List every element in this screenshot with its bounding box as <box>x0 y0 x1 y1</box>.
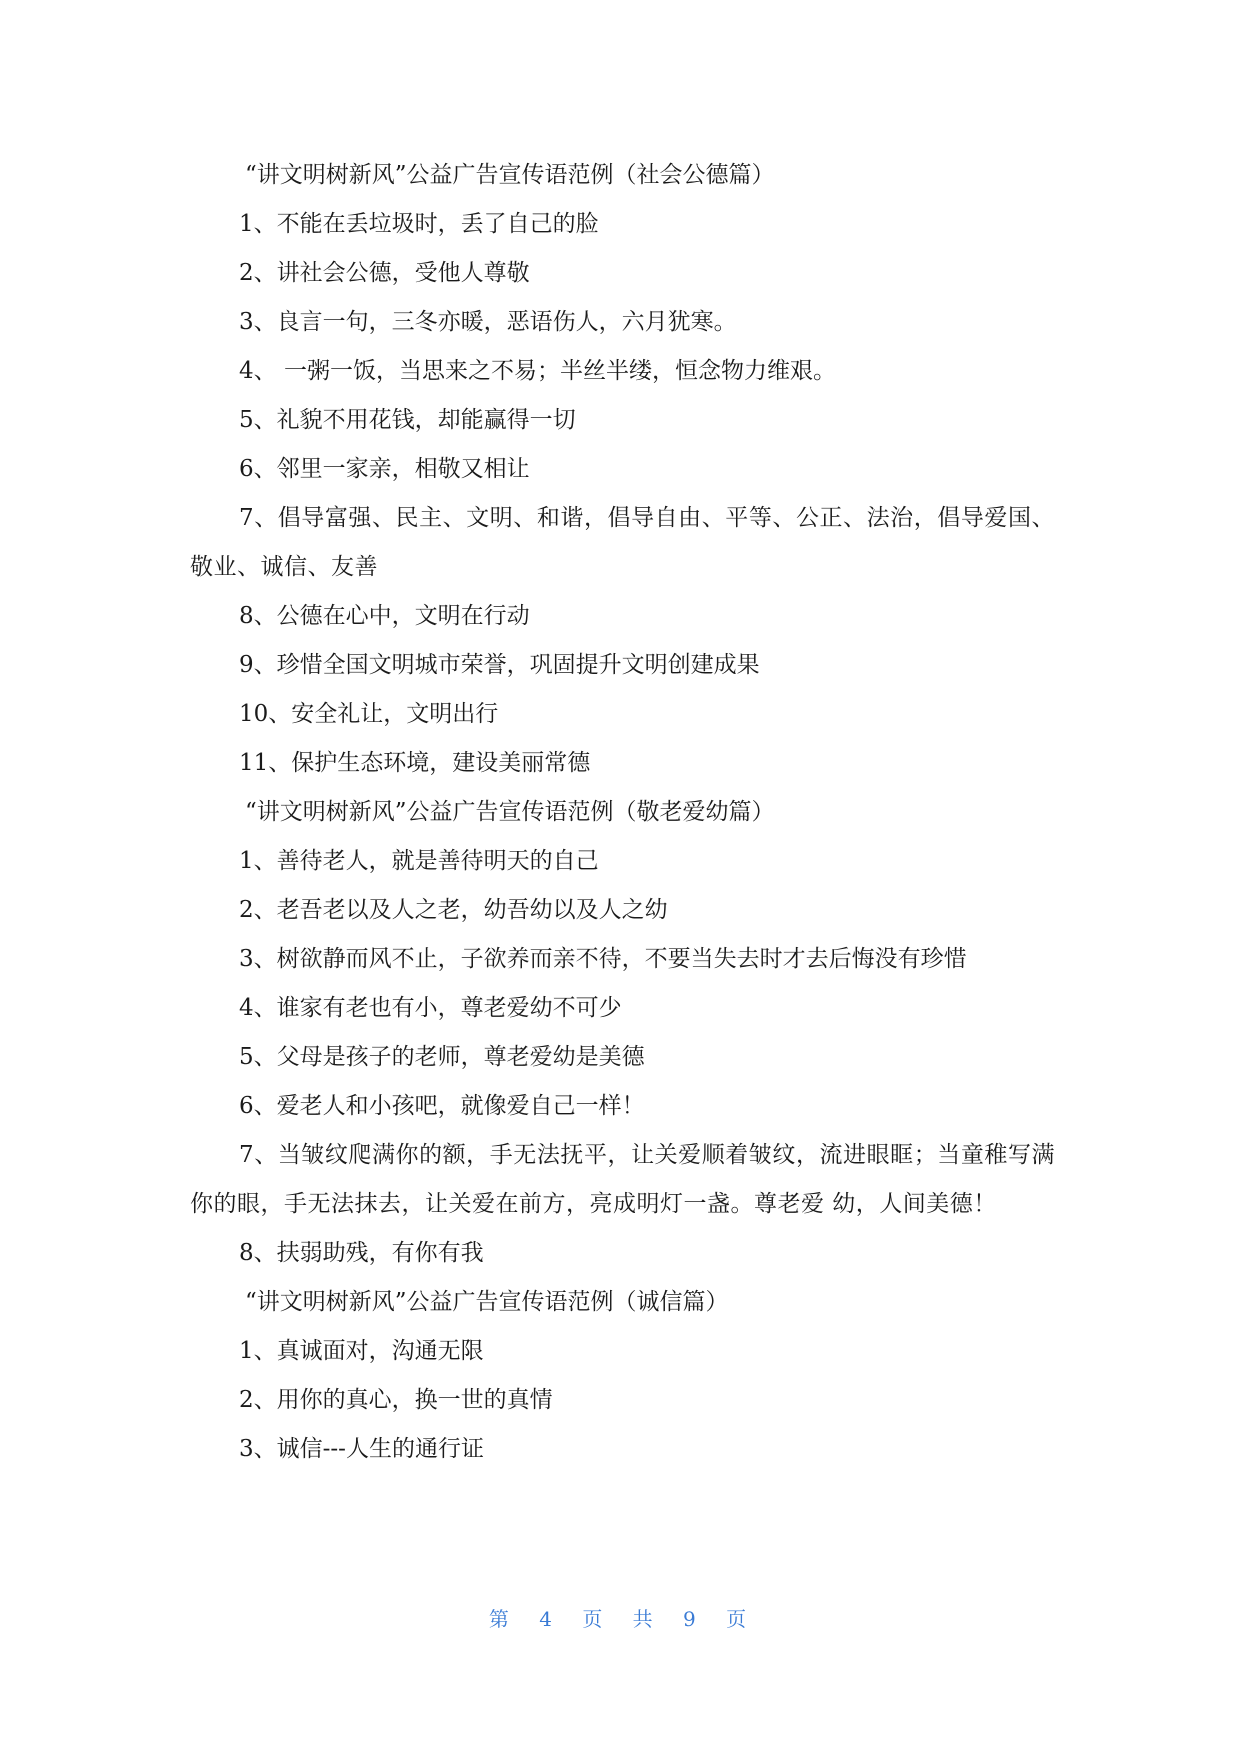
list-item: 6、邻里一家亲，相敬又相让 <box>239 456 530 482</box>
section-heading-integrity: “讲文明树新风”公益广告宣传语范例（诚信篇） <box>245 1289 729 1315</box>
footer-label-gong: 共 <box>632 1607 659 1631</box>
list-item: 3、良言一句，三冬亦暖，恶语伤人，六月犹寒。 <box>239 309 737 335</box>
list-item: 3、诚信---人生的通行证 <box>239 1436 484 1462</box>
footer-current-page: 4 <box>539 1607 558 1631</box>
list-item: 11、保护生态环境，建设美丽常德 <box>239 750 591 776</box>
footer-label-ye: 页 <box>582 1607 609 1631</box>
list-item: 1、善待老人，就是善待明天的自己 <box>239 848 599 874</box>
list-item: 8、公德在心中，文明在行动 <box>239 603 530 629</box>
list-item: 5、父母是孩子的老师，尊老爱幼是美德 <box>239 1044 645 1070</box>
list-item: 3、树欲静而风不止，子欲养而亲不待，不要当失去时才去后悔没有珍惜 <box>239 946 967 972</box>
document-body <box>190 151 1055 1474</box>
footer-total-pages: 9 <box>683 1607 702 1631</box>
list-item: 6、爱老人和小孩吧，就像爱自己一样！ <box>239 1093 645 1119</box>
list-item: 4、 一粥一饭，当思来之不易；半丝半缕，恒念物力维艰。 <box>239 358 836 384</box>
list-item: 5、礼貌不用花钱，却能赢得一切 <box>239 407 576 433</box>
page-footer <box>0 1603 1241 1632</box>
section-heading-respect-elders: “讲文明树新风”公益广告宣传语范例（敬老爱幼篇） <box>245 799 775 825</box>
footer-label-di: 第 <box>488 1607 515 1631</box>
footer-label-ye2: 页 <box>726 1607 753 1631</box>
list-item: 7、当皱纹爬满你的额，手无法抚平，让关爱顺着皱纹，流进眼眶；当童稚写满你的眼，手无法抹去，让关爱在前方，亮成明灯一盏。尊老爱 幼，人间美德！ <box>190 1142 1055 1217</box>
list-item: 9、珍惜全国文明城市荣誉，巩固提升文明创建成果 <box>239 652 760 678</box>
list-item: 1、真诚面对，沟通无限 <box>239 1338 484 1364</box>
list-item: 7、倡导富强、民主、文明、和谐，倡导自由、平等、公正、法治，倡导爱国、敬业、诚信、友善 <box>190 505 1055 580</box>
section-heading-social-morality: “讲文明树新风”公益广告宣传语范例（社会公德篇） <box>245 162 775 188</box>
list-item: 2、讲社会公德，受他人尊敬 <box>239 260 530 286</box>
list-item: 8、扶弱助残，有你有我 <box>239 1240 484 1266</box>
list-item: 10、安全礼让，文明出行 <box>239 701 499 727</box>
list-item: 1、不能在丢垃圾时，丢了自己的脸 <box>239 211 599 237</box>
list-item: 2、老吾老以及人之老，幼吾幼以及人之幼 <box>239 897 668 923</box>
list-item: 2、用你的真心，换一世的真情 <box>239 1387 553 1413</box>
list-item: 4、谁家有老也有小，尊老爱幼不可少 <box>239 995 622 1021</box>
